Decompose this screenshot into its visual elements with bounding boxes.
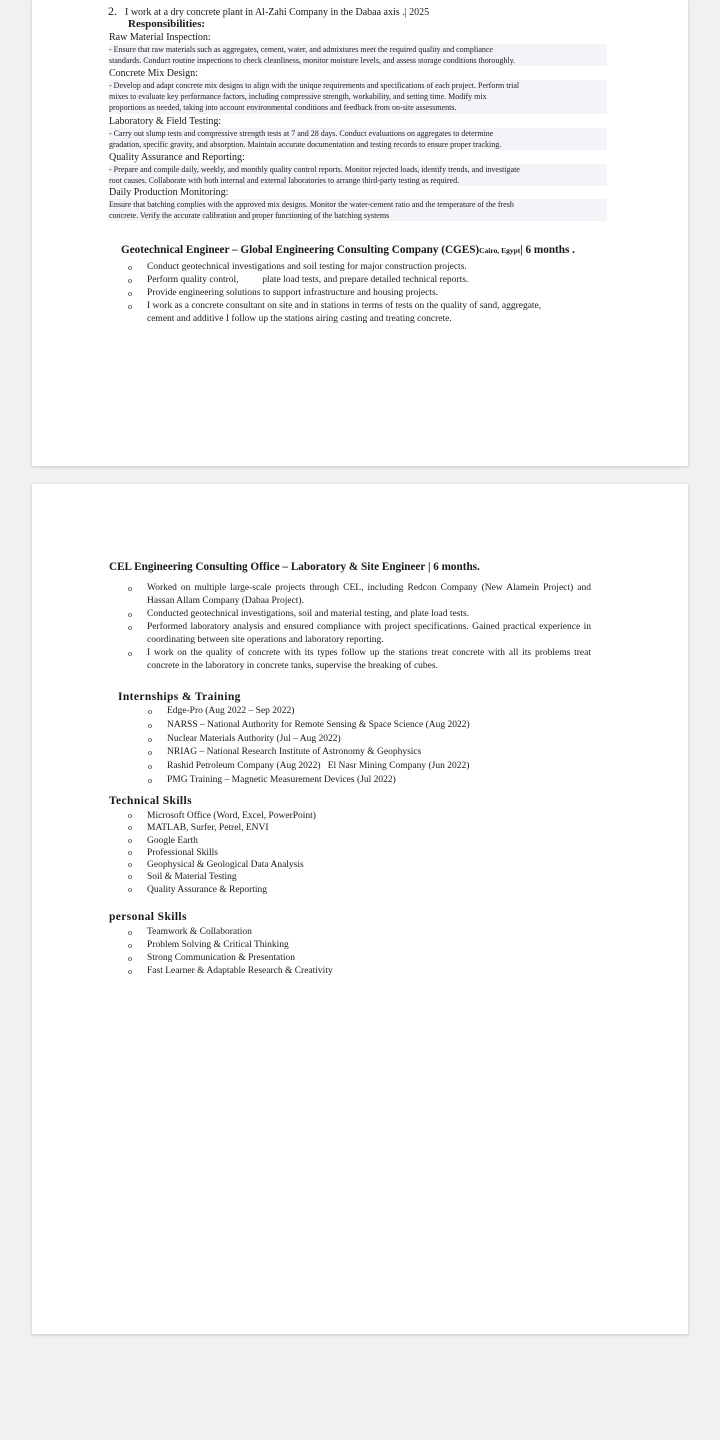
list-item: o Provide engineering solutions to support infrastructure and housing projects. [128,288,439,298]
cel-bullet-list [128,582,591,673]
list-item: o Google Earth [128,835,198,846]
bullet-marker: o [128,941,132,950]
cges-job-title [121,244,575,256]
document-page-1 [32,0,688,466]
section-detail-production [109,199,607,221]
cges-bullet-list [128,261,567,326]
bullet-marker: o [128,276,132,285]
bullet-marker: o [128,623,132,632]
list-item: o Soil & Material Testing [128,872,237,883]
personal-skills-heading: personal Skills [109,911,187,923]
bullet-marker: o [128,289,132,298]
list-item: o Problem Solving & Critical Thinking [128,940,289,950]
bullet-marker: o [128,967,132,976]
section-detail-lab-testing [109,128,607,150]
numbered-job-line [108,4,429,19]
cel-job-title: CEL Engineering Consulting Office – Laboratory & Site Engineer | 6 months. [109,561,480,573]
list-item: o Worked on multiple large-scale projects through CEL, including Redcon Company (New Alamein Project) and Hassan Allam Company (Dabaa Project). [128,583,591,606]
personal-skills-list [128,926,567,978]
list-item: o I work as a concrete consultant on site and in stations in terms of tests on the quality of sand, aggregate, cement and additive I follow up the stations airing casting and treating concrete. [128,301,542,324]
bullet-marker: o [128,860,132,870]
bullet-marker: o [128,835,132,845]
list-item: o Conducted geotechnical investigations, soil and material testing, and plate load tests. [128,609,470,619]
list-item: o Strong Communication & Presentation [128,953,296,963]
cges-duration: | 6 months . [520,244,575,256]
list-item: o Microsoft Office (Word, Excel, PowerPoint) [128,811,316,821]
detail-line: Ensure that batching complies with the approved mix designs. Monitor the water-cement ratio and the temperature of the fresh [109,200,514,209]
detail-line: - Prepare and compile daily, weekly, and monthly quality control reports. Monitor rejected loads, identify trends, and investigate [109,165,520,174]
list-item: o Professional Skills [128,847,218,858]
bullet-marker: o [128,823,132,833]
detail-line: proportions as needed, taking into account environmental conditions and feedback from on-site assessments. [109,103,457,113]
list-item: o Edge-Pro (Aug 2022 – Sep 2022) [167,705,587,719]
list-item: o I work on the quality of concrete with its types follow up the stations treat concrete with all its problems treat concrete in the laboratory in concrete tanks, supervise the breaking of cubes. [128,648,591,671]
cges-title-text: Geotechnical Engineer – Global Engineering Consulting Company (CGES) [121,244,480,256]
bullet-marker: o [148,748,152,758]
bullet-marker: o [128,811,132,820]
list-item: o Teamwork & Collaboration [128,927,252,937]
list-item: o NRIAG – National Research Institute of Astronomy & Geophysics [167,746,587,760]
bullet-marker: o [148,762,152,772]
bullet-marker: o [128,263,132,272]
technical-skills-heading: Technical Skills [109,795,192,807]
internships-list [148,705,587,788]
section-heading-lab-testing: Laboratory & Field Testing: [109,116,222,127]
list-item: o Fast Learner & Adaptable Research & Creativity [128,966,333,976]
responsibilities-title: Responsibilities: [128,18,206,30]
bullet-marker: o [128,884,132,894]
section-heading-production: Daily Production Monitoring: [109,187,229,198]
bullet-marker: o [128,649,132,658]
technical-skills-list [128,810,567,896]
bullet-marker: o [128,584,132,593]
bullet-marker: o [148,734,152,744]
bullet-marker: o [128,847,132,857]
document-page-2 [32,484,688,1334]
list-item: o Perform quality control, plate load tests, and prepare detailed technical reports. [128,275,469,285]
bullet-marker: o [128,954,132,963]
detail-line: concrete. Verify the accurate calibration and proper functioning of the batching systems [109,211,390,221]
detail-line: standards. Conduct routine inspections to check cleanliness, monitor moisture levels, and assess storage conditions thoroughly. [109,56,516,66]
bullet-marker: o [148,707,152,716]
internships-heading: Internships & Training [118,691,241,703]
detail-line: root causes. Collaborate with both internal and external laboratories to arrange third-party testing as required. [109,176,460,186]
detail-line: - Carry out slump tests and compressive strength tests at 7 and 28 days. Conduct evaluations on aggregates to determine [109,129,494,138]
item-text: I work at a dry concrete plant in Al-Zahi Company in the Dabaa axis .| 2025 [125,7,430,18]
bullet-marker: o [128,928,132,937]
item-number: 2. [108,4,117,18]
bullet-marker: o [128,302,132,311]
section-heading-raw-material: Raw Material Inspection: [109,32,211,43]
section-heading-mix-design: Concrete Mix Design: [109,68,198,79]
detail-line: mixes to evaluate key performance factors, including compressive strength, workability, and setting time. Modify mix [109,92,487,102]
list-item: o Quality Assurance & Reporting [128,884,268,895]
detail-line: - Develop and adapt concrete mix designs to align with the unique requirements and specifications of each project. Perform trial [109,81,520,90]
bullet-marker: o [148,720,152,730]
section-heading-qa-reporting: Quality Assurance and Reporting: [109,152,245,163]
bullet-marker: o [128,872,132,882]
detail-line: - Ensure that raw materials such as aggregates, cement, water, and admixtures meet the required quality and compliance [109,45,493,54]
bullet-marker: o [148,775,152,785]
list-item: o MATLAB, Surfer, Petrel, ENVI [128,823,269,834]
list-item: o Performed laboratory analysis and ensured compliance with project specifications. Gained practical experience in coordinating between site operations and laboratory reporting. [128,622,591,645]
section-detail-raw-material [109,44,607,66]
cges-location: Cairo, Egypt [479,246,521,255]
list-item: o Conduct geotechnical investigations and soil testing for major construction projects. [128,262,467,272]
section-detail-mix-design [109,80,607,114]
bullet-marker: o [128,610,132,619]
list-item: o PMG Training – Magnetic Measurement Devices (Jul 2022) [167,774,587,788]
list-item: o Geophysical & Geological Data Analysis [128,860,304,871]
list-item: o NARSS – National Authority for Remote Sensing & Space Science (Aug 2022) [167,719,587,733]
section-detail-qa-reporting [109,164,607,186]
detail-line: gradation, specific gravity, and absorption. Maintain accurate documentation and testing records to ensure proper tracking. [109,140,502,150]
list-item: o Nuclear Materials Authority (Jul – Aug 2022) [167,733,587,747]
list-item: o Rashid Petroleum Company (Aug 2022) El Nasr Mining Company (Jun 2022) [167,760,587,774]
